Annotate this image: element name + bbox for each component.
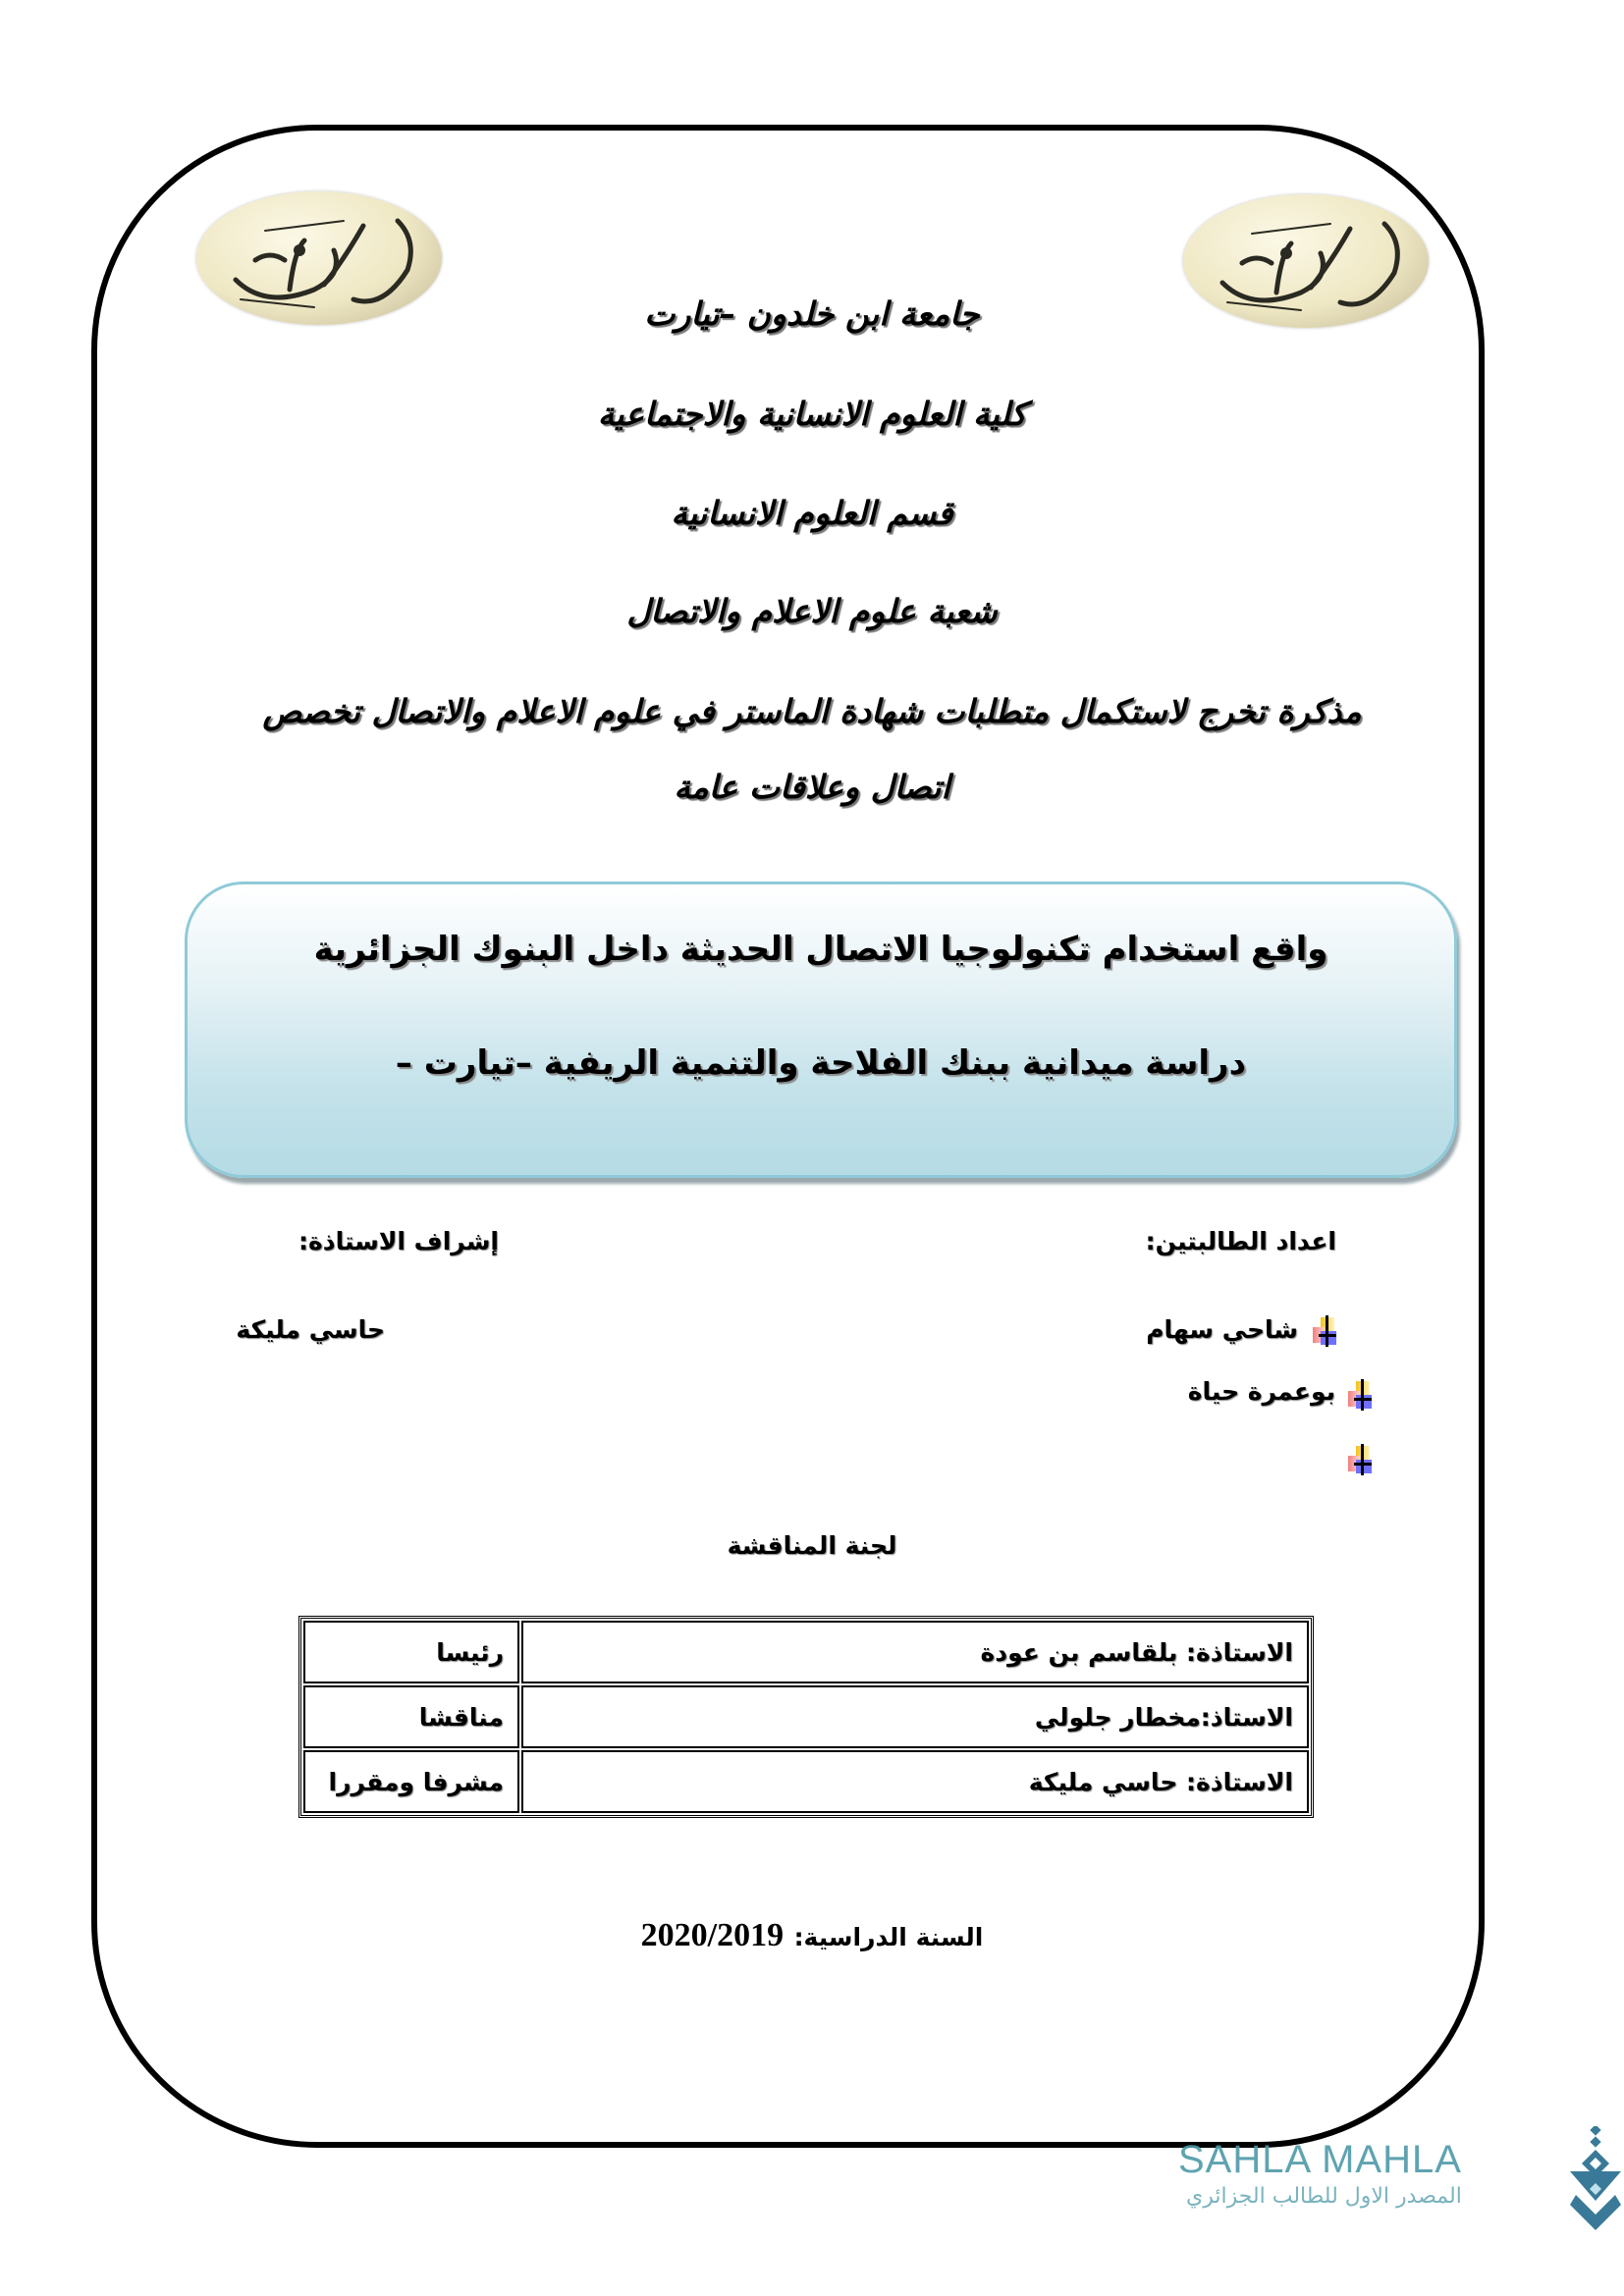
thesis-purpose-line1: مذكرة تخرج لاستكمال متطلبات شهادة الماستر في علوم الاعلام والاتصال تخصص — [262, 692, 1362, 730]
committee-member-name: الاستاذ:مخطار جلولي — [521, 1685, 1309, 1748]
student-name-1: شاحي سهام — [1146, 1315, 1298, 1344]
committee-member-role: رئيسا — [303, 1621, 519, 1683]
supervisor-label: إشراف الاستاذة: — [298, 1227, 499, 1255]
academic-year-label: السنة الدراسية: — [793, 1923, 984, 1951]
committee-member-role: مشرفا ومقررا — [303, 1750, 519, 1813]
committee-member-name: الاستاذة: بلقاسم بن عودة — [521, 1621, 1309, 1683]
department-name: قسم العلوم الانسانية — [671, 494, 953, 532]
table-row — [303, 1685, 1309, 1748]
branch-name: شعبة علوم الاعلام والاتصال — [626, 592, 998, 630]
watermark-brand: SAHLA MAHLA — [1178, 2138, 1462, 2181]
thesis-title: واقع استخدام تكنولوجيا الاتصال الحديثة داخل البنوك الجزائرية — [313, 930, 1328, 969]
bullet-icon — [1313, 1317, 1336, 1347]
committee-member-name: الاستاذة: حاسي مليكة — [521, 1750, 1309, 1813]
committee-table — [298, 1616, 1314, 1818]
academic-year — [0, 1917, 1624, 1954]
sahla-mahla-watermark — [1178, 2138, 1624, 2256]
thesis-title-box — [185, 881, 1457, 1178]
table-row — [303, 1621, 1309, 1683]
university-name: جامعة ابن خلدون –تيارت — [644, 294, 980, 333]
committee-title: لجنة المناقشة — [727, 1531, 897, 1560]
table-row — [303, 1750, 1309, 1813]
thesis-subtitle: دراسة ميدانية ببنك الفلاحة والتنمية الريفية –تيارت – — [395, 1043, 1247, 1083]
faculty-name: كلية العلوم الانسانية والاجتماعية — [597, 395, 1027, 433]
students-label: اعداد الطالبتين: — [1145, 1227, 1336, 1255]
thesis-purpose-line2: اتصال وعلاقات عامة — [674, 768, 950, 806]
academic-year-value: 2020/2019 — [640, 1917, 785, 1953]
watermark-tagline: المصدر الاول للطالب الجزائري — [1186, 2184, 1462, 2209]
bullet-icon — [1348, 1381, 1372, 1411]
committee-member-role: مناقشا — [303, 1685, 519, 1748]
sahla-mahla-logo-icon — [1566, 2126, 1624, 2234]
supervisor-name: حاسي مليكة — [236, 1315, 385, 1344]
bullet-icon — [1348, 1446, 1372, 1475]
student-name-2: بوعمرة حياة — [1187, 1377, 1335, 1406]
